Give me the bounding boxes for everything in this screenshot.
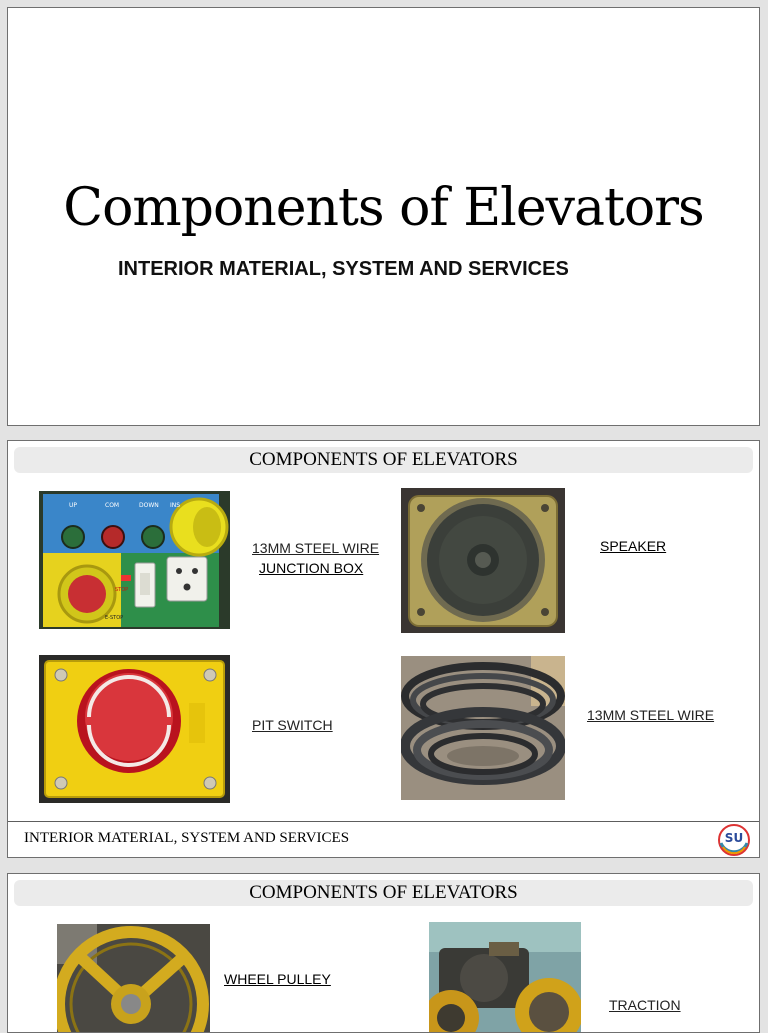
panel-label-com: COM	[105, 502, 120, 509]
panel-label-stop: STOP	[115, 587, 129, 593]
components-slide-1	[7, 440, 760, 858]
footer-divider	[8, 821, 759, 822]
su-logo	[717, 823, 751, 857]
pit-switch-image	[39, 655, 230, 803]
panel-label-down: DOWN	[139, 502, 159, 509]
footer-text: INTERIOR MATERIAL, SYSTEM AND SERVICES	[24, 830, 350, 846]
logo-text: SU	[724, 831, 744, 845]
caption-pit-switch: PIT SWITCH	[252, 717, 333, 733]
panel-label-ins: INS	[170, 502, 181, 509]
caption-traction: TRACTION	[609, 997, 681, 1013]
title-slide	[7, 7, 760, 426]
slide-subtitle: INTERIOR MATERIAL, SYSTEM AND SERVICES	[118, 258, 569, 280]
panel-label-estop: E-STOP	[105, 615, 124, 621]
caption-junction-line2: JUNCTION BOX	[259, 560, 364, 576]
speaker-image	[401, 488, 565, 633]
steel-wire-image	[401, 656, 565, 800]
traction-image	[429, 922, 581, 1033]
caption-junction-line1: 13MM STEEL WIRE	[252, 540, 380, 556]
wheel-pulley-image	[57, 924, 210, 1033]
panel-label-up: UP	[69, 502, 78, 509]
slide-banner: COMPONENTS OF ELEVATORS	[14, 447, 753, 473]
slide-banner: COMPONENTS OF ELEVATORS	[14, 880, 753, 906]
caption-wheel-pulley: WHEEL PULLEY	[224, 971, 331, 987]
slide-title: Components of Elevators	[63, 178, 704, 238]
junction-box-image	[39, 491, 230, 629]
caption-steel-wire: 13MM STEEL WIRE	[587, 707, 715, 723]
caption-speaker: SPEAKER	[600, 538, 667, 554]
components-slide-2	[7, 873, 760, 1033]
